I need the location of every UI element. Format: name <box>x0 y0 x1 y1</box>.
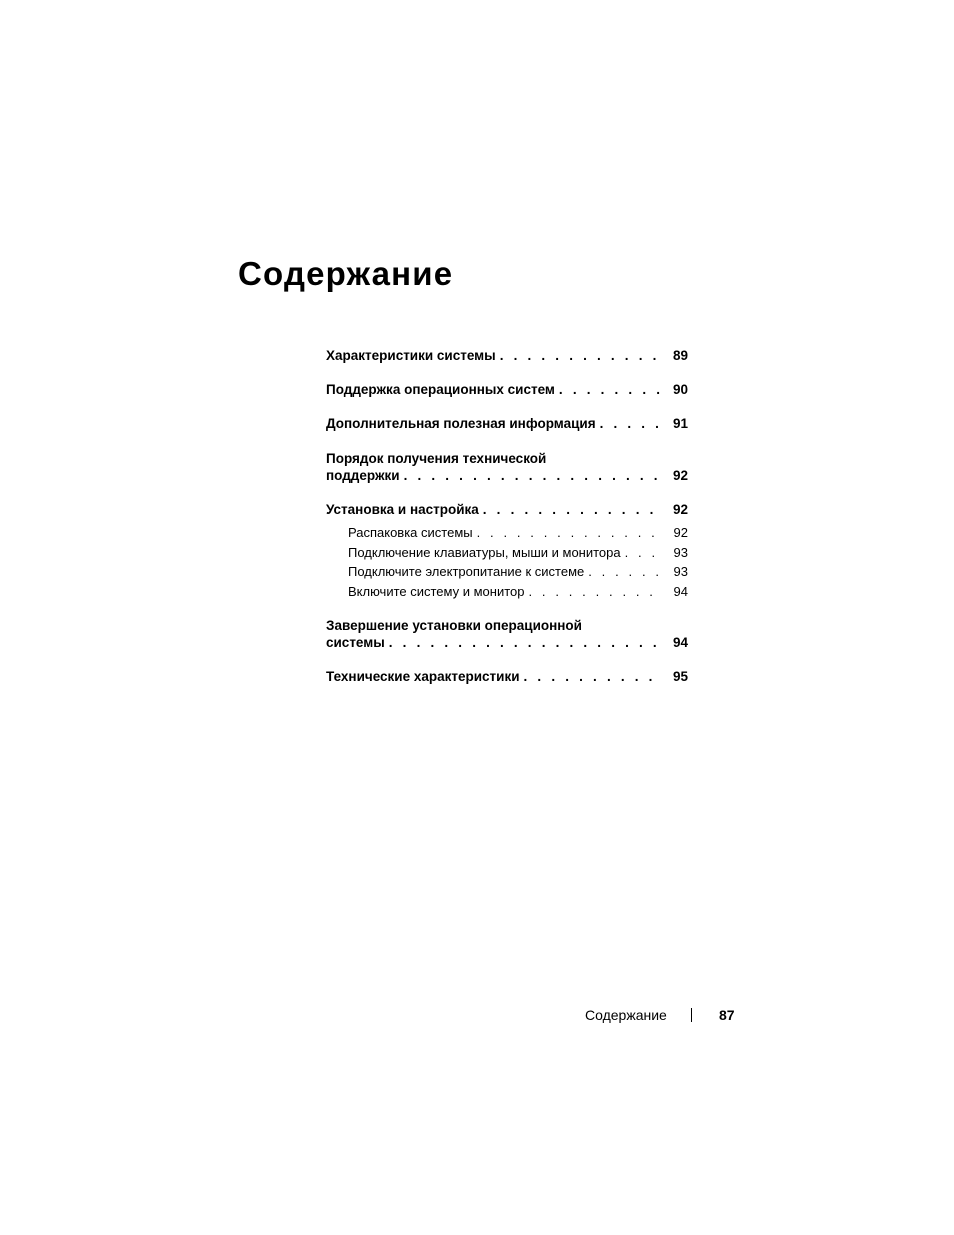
toc-subentry-power-on[interactable] <box>348 583 688 600</box>
toc-subentry-connect-power[interactable] <box>348 563 688 580</box>
toc-entry-page: 95 <box>672 669 688 684</box>
toc-entry-os-support[interactable] <box>326 381 688 398</box>
dot-leader <box>600 415 662 432</box>
toc-entry-page: 89 <box>672 348 688 363</box>
toc-entry-label: Подключение клавиатуры, мыши и монитора <box>348 545 621 560</box>
toc-entry-specifications[interactable] <box>326 668 688 685</box>
toc-entry-system-features[interactable] <box>326 347 688 364</box>
dot-leader <box>389 634 662 651</box>
dot-leader <box>524 668 662 685</box>
toc-entry-label-line1: Завершение установки операционной <box>326 618 582 633</box>
toc-entry-os-setup-completion[interactable] <box>326 617 688 651</box>
toc-entry-installation[interactable] <box>326 501 688 518</box>
toc-entry-label: Характеристики системы <box>326 348 496 363</box>
toc-subentry-unpacking[interactable] <box>348 524 688 541</box>
footer-page-number: 87 <box>719 1007 735 1023</box>
toc-entry-label: Дополнительная полезная информация <box>326 416 596 431</box>
toc-entry-label-line2: поддержки <box>326 468 400 483</box>
dot-leader <box>588 563 662 580</box>
footer-divider <box>691 1008 692 1022</box>
toc-entry-page: 90 <box>672 382 688 397</box>
dot-leader <box>625 544 662 561</box>
footer-section-title: Содержание <box>585 1007 667 1023</box>
toc-entry-label: Поддержка операционных систем <box>326 382 555 397</box>
toc-entry-label-line1: Порядок получения технической <box>326 451 547 466</box>
dot-leader <box>528 583 662 600</box>
toc-entry-page: 93 <box>673 564 688 579</box>
dot-leader <box>500 347 662 364</box>
toc-entry-page: 91 <box>672 416 688 431</box>
toc-entry-page: 94 <box>672 635 688 650</box>
dot-leader <box>477 524 662 541</box>
toc-entry-label: Включите систему и монитор <box>348 584 525 599</box>
toc-entry-label: Установка и настройка <box>326 502 479 517</box>
toc-entry-label: Подключите электропитание к системе <box>348 564 585 579</box>
page-title: Содержание <box>238 255 454 292</box>
toc-entry-page: 94 <box>673 584 688 599</box>
toc-entry-page: 93 <box>673 545 688 560</box>
toc-subentry-connect-peripherals[interactable] <box>348 544 688 561</box>
toc-entry-additional-info[interactable] <box>326 415 688 432</box>
toc-entry-page: 92 <box>672 502 688 517</box>
toc-entry-page: 92 <box>672 468 688 483</box>
dot-leader <box>404 467 662 484</box>
toc-entry-label: Технические характеристики <box>326 669 520 684</box>
dot-leader <box>559 381 662 398</box>
toc-entry-label-line2: системы <box>326 635 385 650</box>
dot-leader <box>483 501 662 518</box>
toc-entry-tech-support[interactable] <box>326 450 688 484</box>
toc-entry-label: Распаковка системы <box>348 525 473 540</box>
toc-entry-page: 92 <box>673 525 688 540</box>
